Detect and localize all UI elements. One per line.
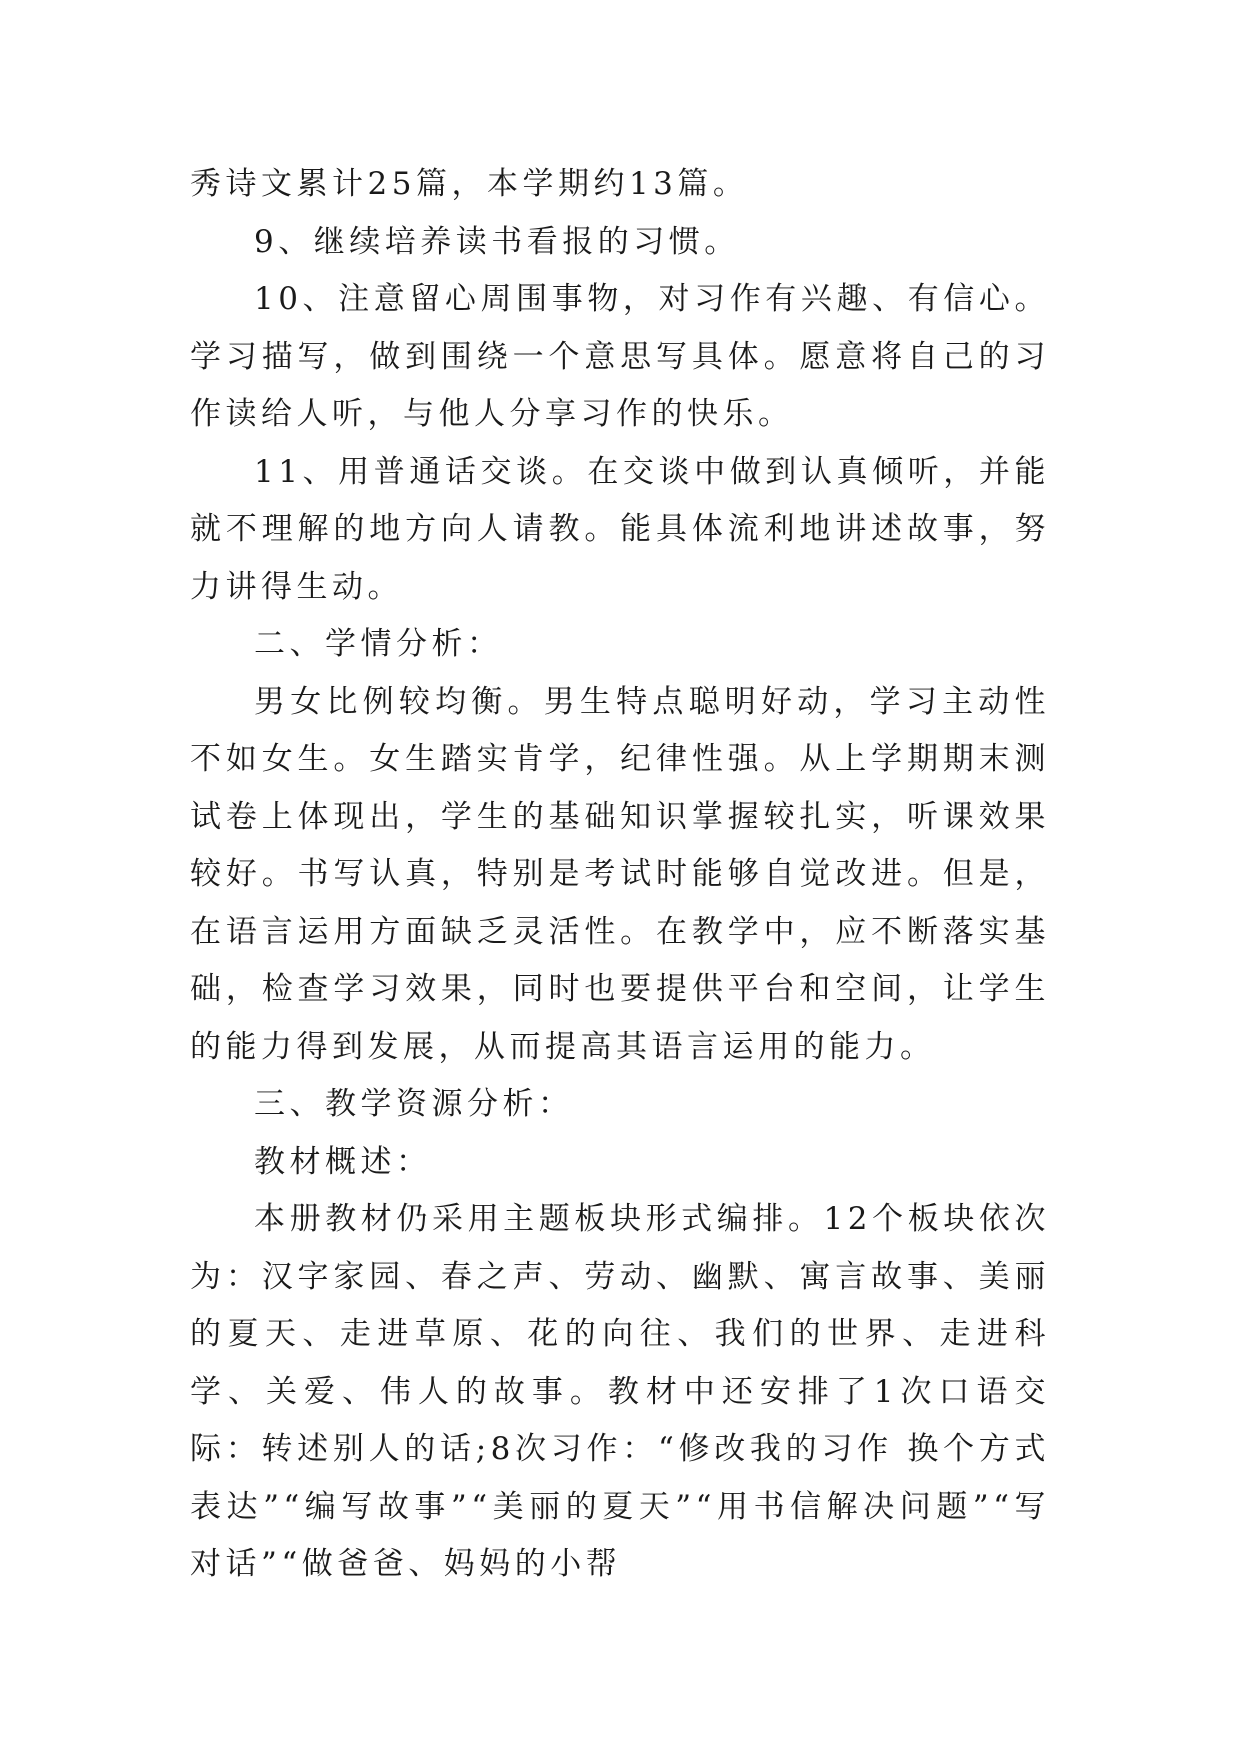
document-body [190, 156, 1050, 1594]
section-heading-learning-analysis: 二、学情分析： [254, 626, 503, 662]
paragraph-item-9: 9、继续培养读书看报的习惯。 [254, 223, 740, 260]
paragraph-continuation: 秀诗文累计25篇，本学期约13篇。 [190, 166, 749, 202]
section-heading-resource-analysis: 三、教学资源分析： [254, 1086, 574, 1122]
paragraph-textbook-overview: 本册教材仍采用主题板块形式编排。12个板块依次为：汉字家园、春之声、劳动、幽默、寓言故事、美丽的夏天、走进草原、花的向往、我们的世界、走进科学、关爱、伟人的故事。教材中还安排了1次口语交际：转述别人的话;8次习作：“修改我的习作 换个方式表达”“编写故事”“美丽的夏天”“用书信解决问题”“写对话”“做爸爸、妈妈的小帮 [190, 1201, 1050, 1582]
subheading-textbook-overview: 教材概述： [254, 1143, 432, 1180]
paragraph-item-11: 11、用普通话交谈。在交谈中做到认真倾听，并能就不理解的地方向人请教。能具体流利地讲述故事，努力讲得生动。 [190, 453, 1050, 605]
paragraph-item-10: 10、注意留心周围事物，对习作有兴趣、有信心。学习描写，做到围绕一个意思写具体。愿意将自己的习作读给人听，与他人分享习作的快乐。 [190, 281, 1050, 432]
paragraph-learning-analysis: 男女比例较均衡。男生特点聪明好动，学习主动性不如女生。女生踏实肯学，纪律性强。从上学期期末测试卷上体现出，学生的基础知识掌握较扎实，听课效果较好。书写认真，特别是考试时能够自觉改进。但是，在语言运用方面缺乏灵活性。在教学中，应不断落实基础，检查学习效果，同时也要提供平台和空间，让学生的能力得到发展，从而提高其语言运用的能力。 [190, 683, 1050, 1065]
